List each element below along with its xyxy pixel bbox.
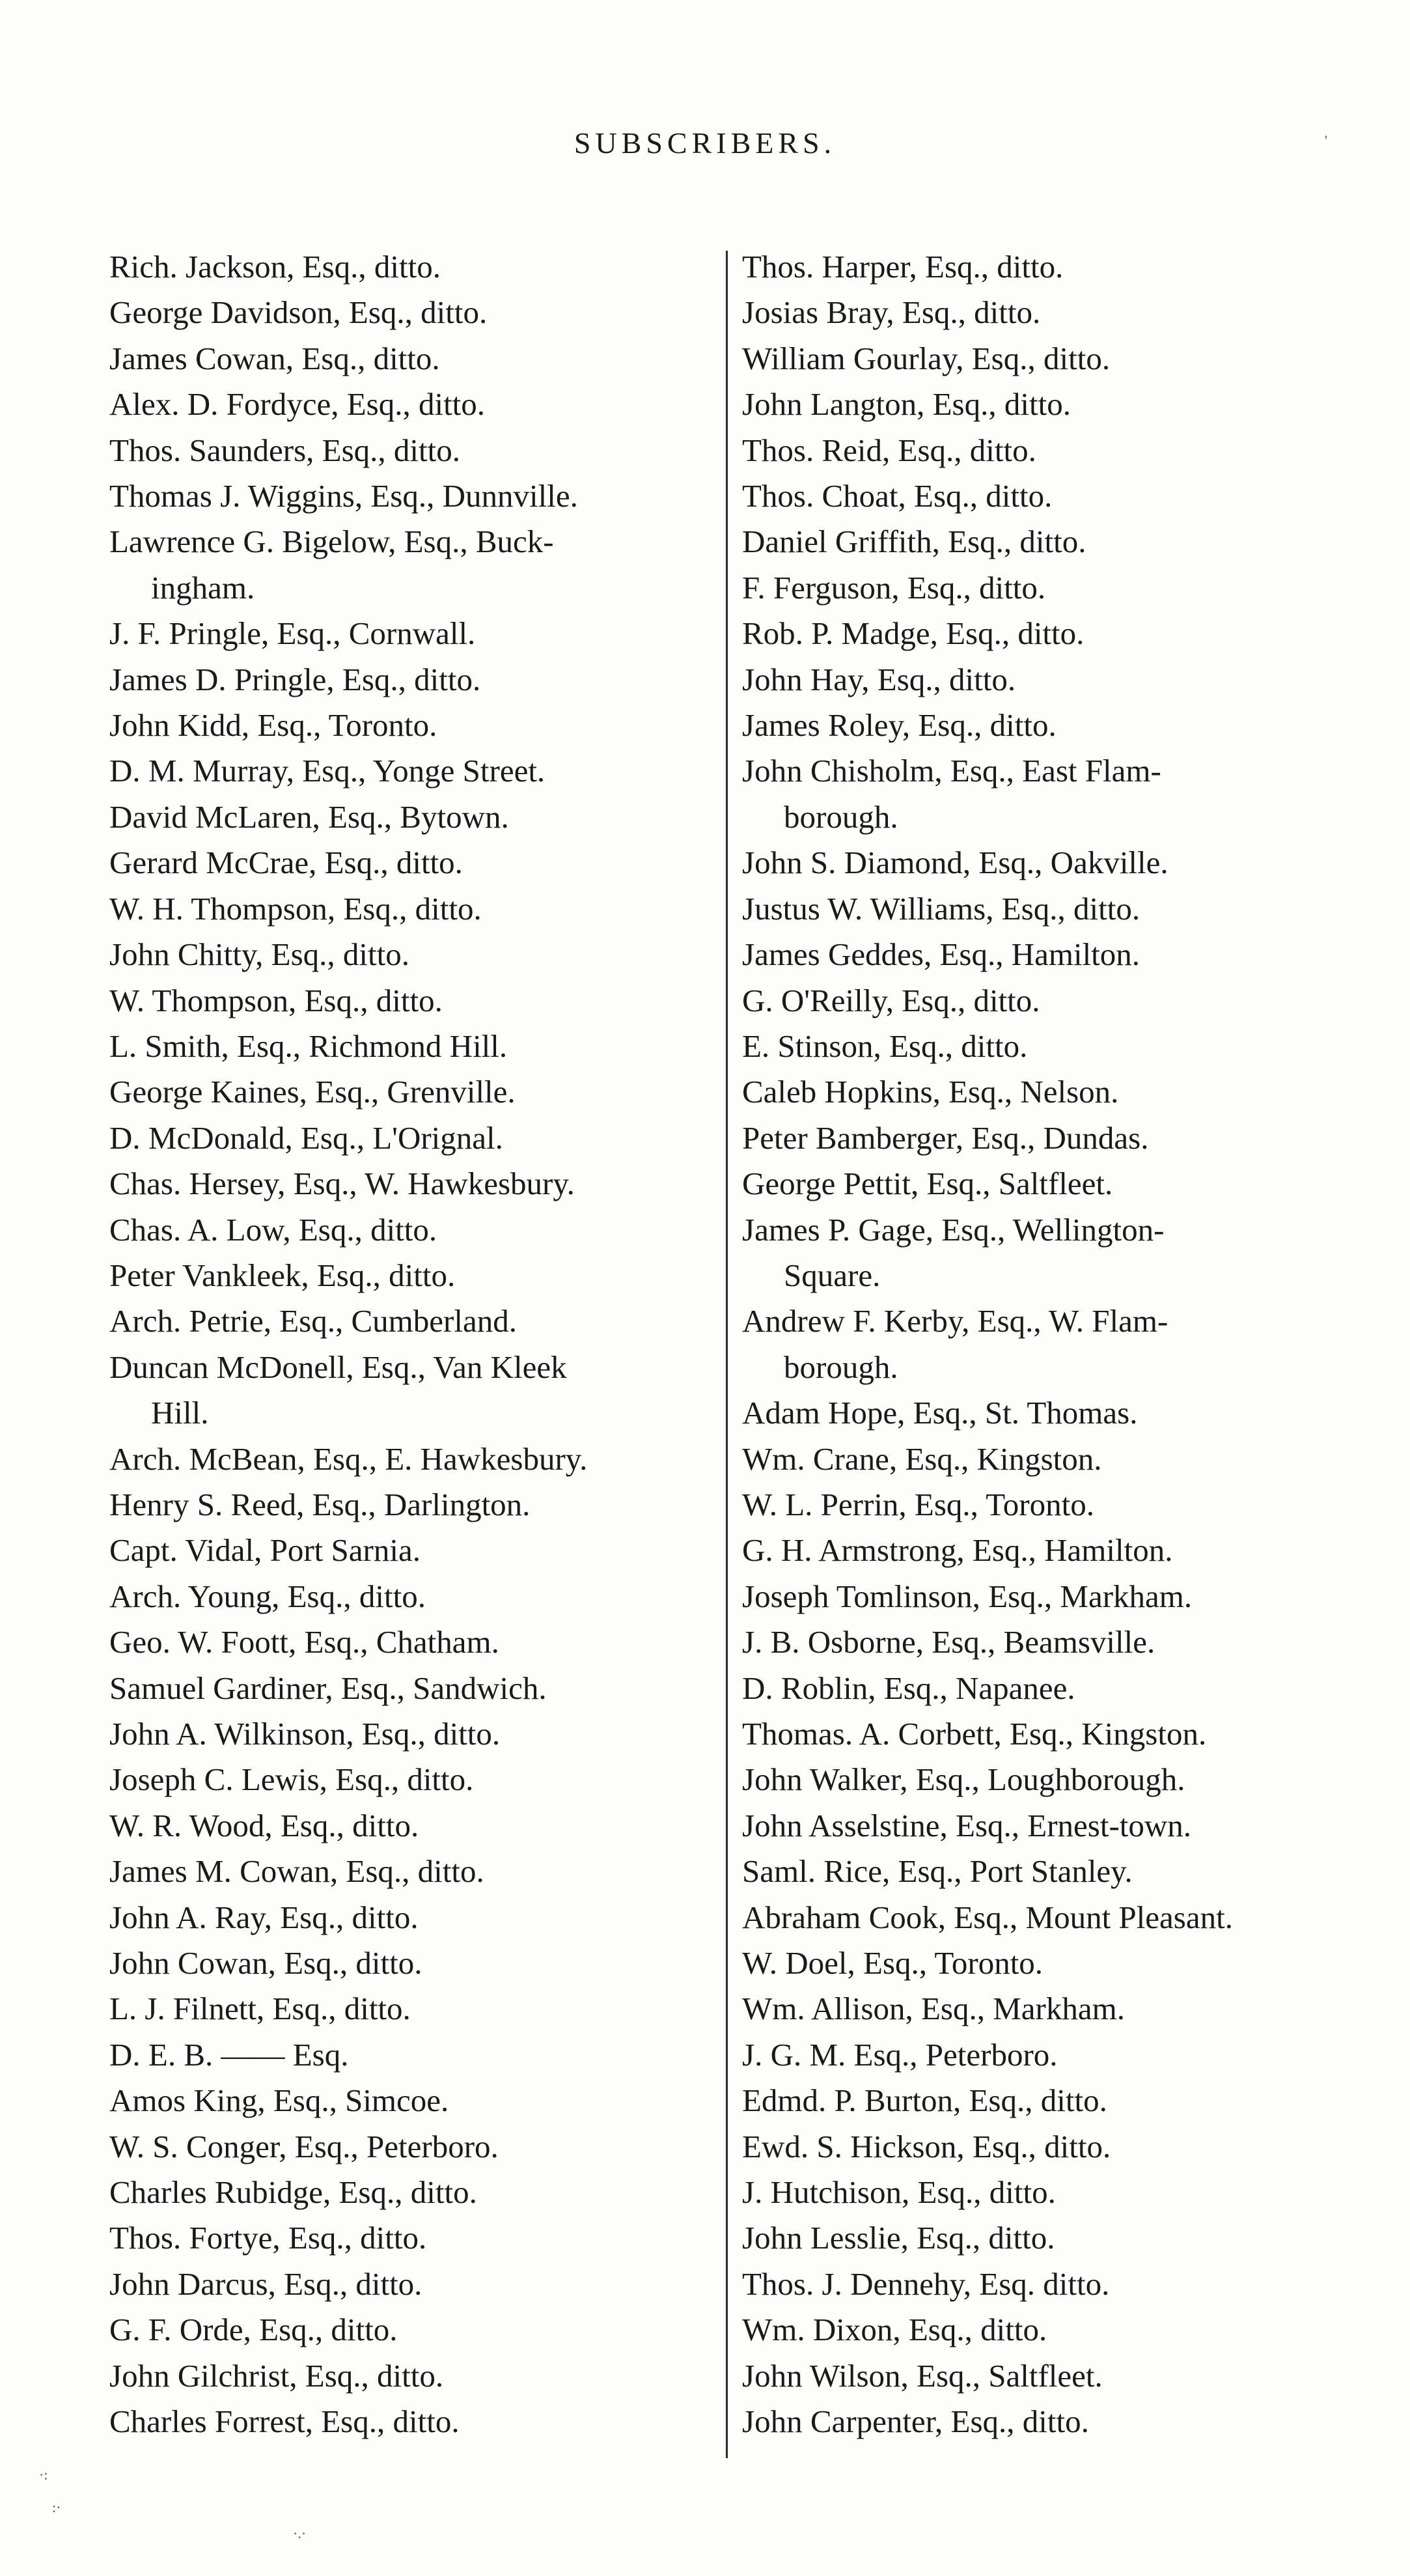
subscriber-entry: John S. Diamond, Esq., Oakville. [742, 845, 1168, 881]
subscriber-entry: John Kidd, Esq., Toronto. [109, 707, 437, 744]
subscriber-entry: Thomas. A. Corbett, Esq., Kingston. [742, 1716, 1207, 1752]
subscriber-entry: John Hay, Esq., ditto. [742, 661, 1016, 697]
subscriber-entry: David McLaren, Esq., Bytown. [109, 798, 509, 835]
subscriber-entry: Peter Bamberger, Esq., Dundas. [742, 1119, 1149, 1156]
subscriber-entry: Thos. J. Dennehy, Esq. ditto. [742, 2265, 1110, 2302]
subscriber-entry: Arch. Petrie, Esq., Cumberland. [109, 1303, 517, 1339]
subscriber-entry-continuation: Hill. [151, 1395, 209, 1431]
subscriber-entry: D. M. Murray, Esq., Yonge Street. [109, 753, 546, 789]
paper-speck: ·: [39, 2467, 48, 2483]
subscriber-entry: Thos. Fortye, Esq., ditto. [109, 2220, 427, 2256]
subscriber-entry: Charles Rubidge, Esq., ditto. [109, 2174, 477, 2211]
subscriber-entry: Gerard McCrae, Esq., ditto. [109, 845, 463, 881]
subscriber-entry: Justus W. Williams, Esq., ditto. [742, 890, 1140, 927]
subscriber-entry: Adam Hope, Esq., St. Thomas. [742, 1395, 1138, 1431]
subscriber-entry: George Davidson, Esq., ditto. [109, 294, 488, 331]
subscriber-entry: Rob. P. Madge, Esq., ditto. [742, 615, 1085, 652]
subscriber-entry: John Lesslie, Esq., ditto. [742, 2220, 1055, 2256]
subscriber-entry: Saml. Rice, Esq., Port Stanley. [742, 1853, 1133, 1890]
subscriber-entry: J. F. Pringle, Esq., Cornwall. [109, 615, 476, 652]
subscriber-entry: L. Smith, Esq., Richmond Hill. [109, 1028, 508, 1064]
subscriber-entry: Abraham Cook, Esq., Mount Pleasant. [742, 1899, 1233, 1935]
subscriber-entry: G. O'Reilly, Esq., ditto. [742, 982, 1040, 1018]
subscriber-entry: James Roley, Esq., ditto. [742, 707, 1057, 744]
subscriber-entry: John Chisholm, Esq., East Flam- [742, 753, 1161, 789]
subscriber-entry: Samuel Gardiner, Esq., Sandwich. [109, 1670, 547, 1706]
subscriber-entry: John Asselstine, Esq., Ernest-town. [742, 1807, 1192, 1843]
subscriber-entry: Amos King, Esq., Simcoe. [109, 2082, 449, 2119]
subscriber-entry: Chas. Hersey, Esq., W. Hawkesbury. [109, 1166, 575, 1202]
page-heading: SUBSCRIBERS. [574, 126, 836, 160]
subscriber-entry: Charles Forrest, Esq., ditto. [109, 2403, 460, 2440]
subscriber-entry-continuation: borough. [784, 798, 898, 835]
subscriber-entry: Edmd. P. Burton, Esq., ditto. [742, 2082, 1107, 2119]
subscriber-entry: G. F. Orde, Esq., ditto. [109, 2312, 398, 2348]
subscriber-entry: Duncan McDonell, Esq., Van Kleek [109, 1349, 567, 1385]
subscriber-entry: Joseph Tomlinson, Esq., Markham. [742, 1578, 1193, 1614]
subscriber-entry: Thos. Choat, Esq., ditto. [742, 478, 1053, 514]
subscriber-entry: Thomas J. Wiggins, Esq., Dunnville. [109, 478, 578, 514]
subscriber-entry: J. Hutchison, Esq., ditto. [742, 2174, 1056, 2211]
subscriber-entry: Capt. Vidal, Port Sarnia. [109, 1532, 421, 1569]
paper-speck: ·.· [293, 2525, 307, 2541]
subscriber-entry: Geo. W. Foott, Esq., Chatham. [109, 1624, 499, 1660]
subscriber-entry: Peter Vankleek, Esq., ditto. [109, 1257, 456, 1293]
subscriber-entry: G. H. Armstrong, Esq., Hamilton. [742, 1532, 1173, 1569]
subscriber-entry: Wm. Allison, Esq., Markham. [742, 1991, 1125, 2027]
subscriber-entry: William Gourlay, Esq., ditto. [742, 340, 1111, 376]
subscriber-entry: John Wilson, Esq., Saltfleet. [742, 2357, 1103, 2394]
subscriber-entry: James P. Gage, Esq., Wellington- [742, 1211, 1165, 1248]
subscriber-entry: W. H. Thompson, Esq., ditto. [109, 890, 482, 927]
subscriber-entry: W. S. Conger, Esq., Peterboro. [109, 2128, 499, 2164]
subscriber-entry: John Darcus, Esq., ditto. [109, 2265, 422, 2302]
subscriber-entry: Rich. Jackson, Esq., ditto. [109, 249, 441, 285]
subscriber-entry: Arch. McBean, Esq., E. Hawkesbury. [109, 1440, 588, 1477]
subscriber-entry: Daniel Griffith, Esq., ditto. [742, 524, 1086, 560]
subscriber-entry: Wm. Dixon, Esq., ditto. [742, 2312, 1047, 2348]
subscriber-entry: John Cowan, Esq., ditto. [109, 1945, 422, 1981]
subscriber-entry: D. Roblin, Esq., Napanee. [742, 1670, 1075, 1706]
subscriber-entry: Alex. D. Fordyce, Esq., ditto. [109, 386, 486, 423]
subscriber-entry: John Gilchrist, Esq., ditto. [109, 2357, 444, 2394]
subscriber-entry: Chas. A. Low, Esq., ditto. [109, 1211, 437, 1248]
subscriber-entry: Henry S. Reed, Esq., Darlington. [109, 1486, 531, 1522]
subscriber-entry: Caleb Hopkins, Esq., Nelson. [742, 1074, 1119, 1110]
subscriber-entry: John Carpenter, Esq., ditto. [742, 2403, 1089, 2440]
subscriber-entry: Thos. Reid, Esq., ditto. [742, 432, 1036, 468]
subscriber-entry: John A. Ray, Esq., ditto. [109, 1899, 419, 1935]
subscriber-entry: Lawrence G. Bigelow, Esq., Buck- [109, 524, 554, 560]
subscriber-entry: D. McDonald, Esq., L'Orignal. [109, 1119, 503, 1156]
subscriber-entry: W. L. Perrin, Esq., Toronto. [742, 1486, 1094, 1522]
subscriber-entry: D. E. B. —— Esq. [109, 2036, 349, 2073]
paper-speck: :· [52, 2499, 61, 2515]
subscriber-entry: E. Stinson, Esq., ditto. [742, 1028, 1028, 1064]
subscriber-entry: James Cowan, Esq., ditto. [109, 340, 440, 376]
subscriber-entry: Josias Bray, Esq., ditto. [742, 294, 1041, 331]
subscriber-entry: John Chitty, Esq., ditto. [109, 936, 410, 973]
subscriber-entry: Thos. Saunders, Esq., ditto. [109, 432, 460, 468]
subscriber-entry: John Walker, Esq., Loughborough. [742, 1761, 1185, 1798]
subscriber-entry-continuation: Square. [784, 1257, 881, 1293]
subscriber-entry: George Kaines, Esq., Grenville. [109, 1074, 516, 1110]
subscriber-entry: Thos. Harper, Esq., ditto. [742, 249, 1064, 285]
subscriber-entry-continuation: ingham. [151, 569, 255, 606]
subscriber-entry: Wm. Crane, Esq., Kingston. [742, 1440, 1102, 1477]
subscriber-entry: L. J. Filnett, Esq., ditto. [109, 1991, 411, 2027]
subscribers-left-column [109, 244, 715, 2445]
subscriber-entry: W. Doel, Esq., Toronto. [742, 1945, 1044, 1981]
subscriber-entry: Arch. Young, Esq., ditto. [109, 1578, 426, 1614]
subscriber-entry: W. Thompson, Esq., ditto. [109, 982, 443, 1018]
subscriber-entry: Joseph C. Lewis, Esq., ditto. [109, 1761, 474, 1798]
subscriber-entry: John Langton, Esq., ditto. [742, 386, 1071, 423]
subscriber-entry: Andrew F. Kerby, Esq., W. Flam- [742, 1303, 1168, 1339]
subscriber-entry: James M. Cowan, Esq., ditto. [109, 1853, 484, 1890]
subscriber-entry: James Geddes, Esq., Hamilton. [742, 936, 1140, 973]
subscribers-right-column [742, 244, 1364, 2445]
subscriber-entry: J. G. M. Esq., Peterboro. [742, 2036, 1058, 2073]
subscriber-entry: John A. Wilkinson, Esq., ditto. [109, 1716, 501, 1752]
subscriber-entry: F. Ferguson, Esq., ditto. [742, 569, 1046, 606]
subscriber-entry-continuation: borough. [784, 1349, 898, 1385]
column-divider-rule [726, 251, 728, 2458]
subscriber-entry: W. R. Wood, Esq., ditto. [109, 1807, 419, 1843]
subscriber-entry: J. B. Osborne, Esq., Beamsville. [742, 1624, 1155, 1660]
subscriber-entry: George Pettit, Esq., Saltfleet. [742, 1166, 1113, 1202]
paper-speck: ' [1325, 132, 1327, 148]
subscriber-entry: James D. Pringle, Esq., ditto. [109, 661, 481, 697]
subscriber-entry: Ewd. S. Hickson, Esq., ditto. [742, 2128, 1111, 2164]
